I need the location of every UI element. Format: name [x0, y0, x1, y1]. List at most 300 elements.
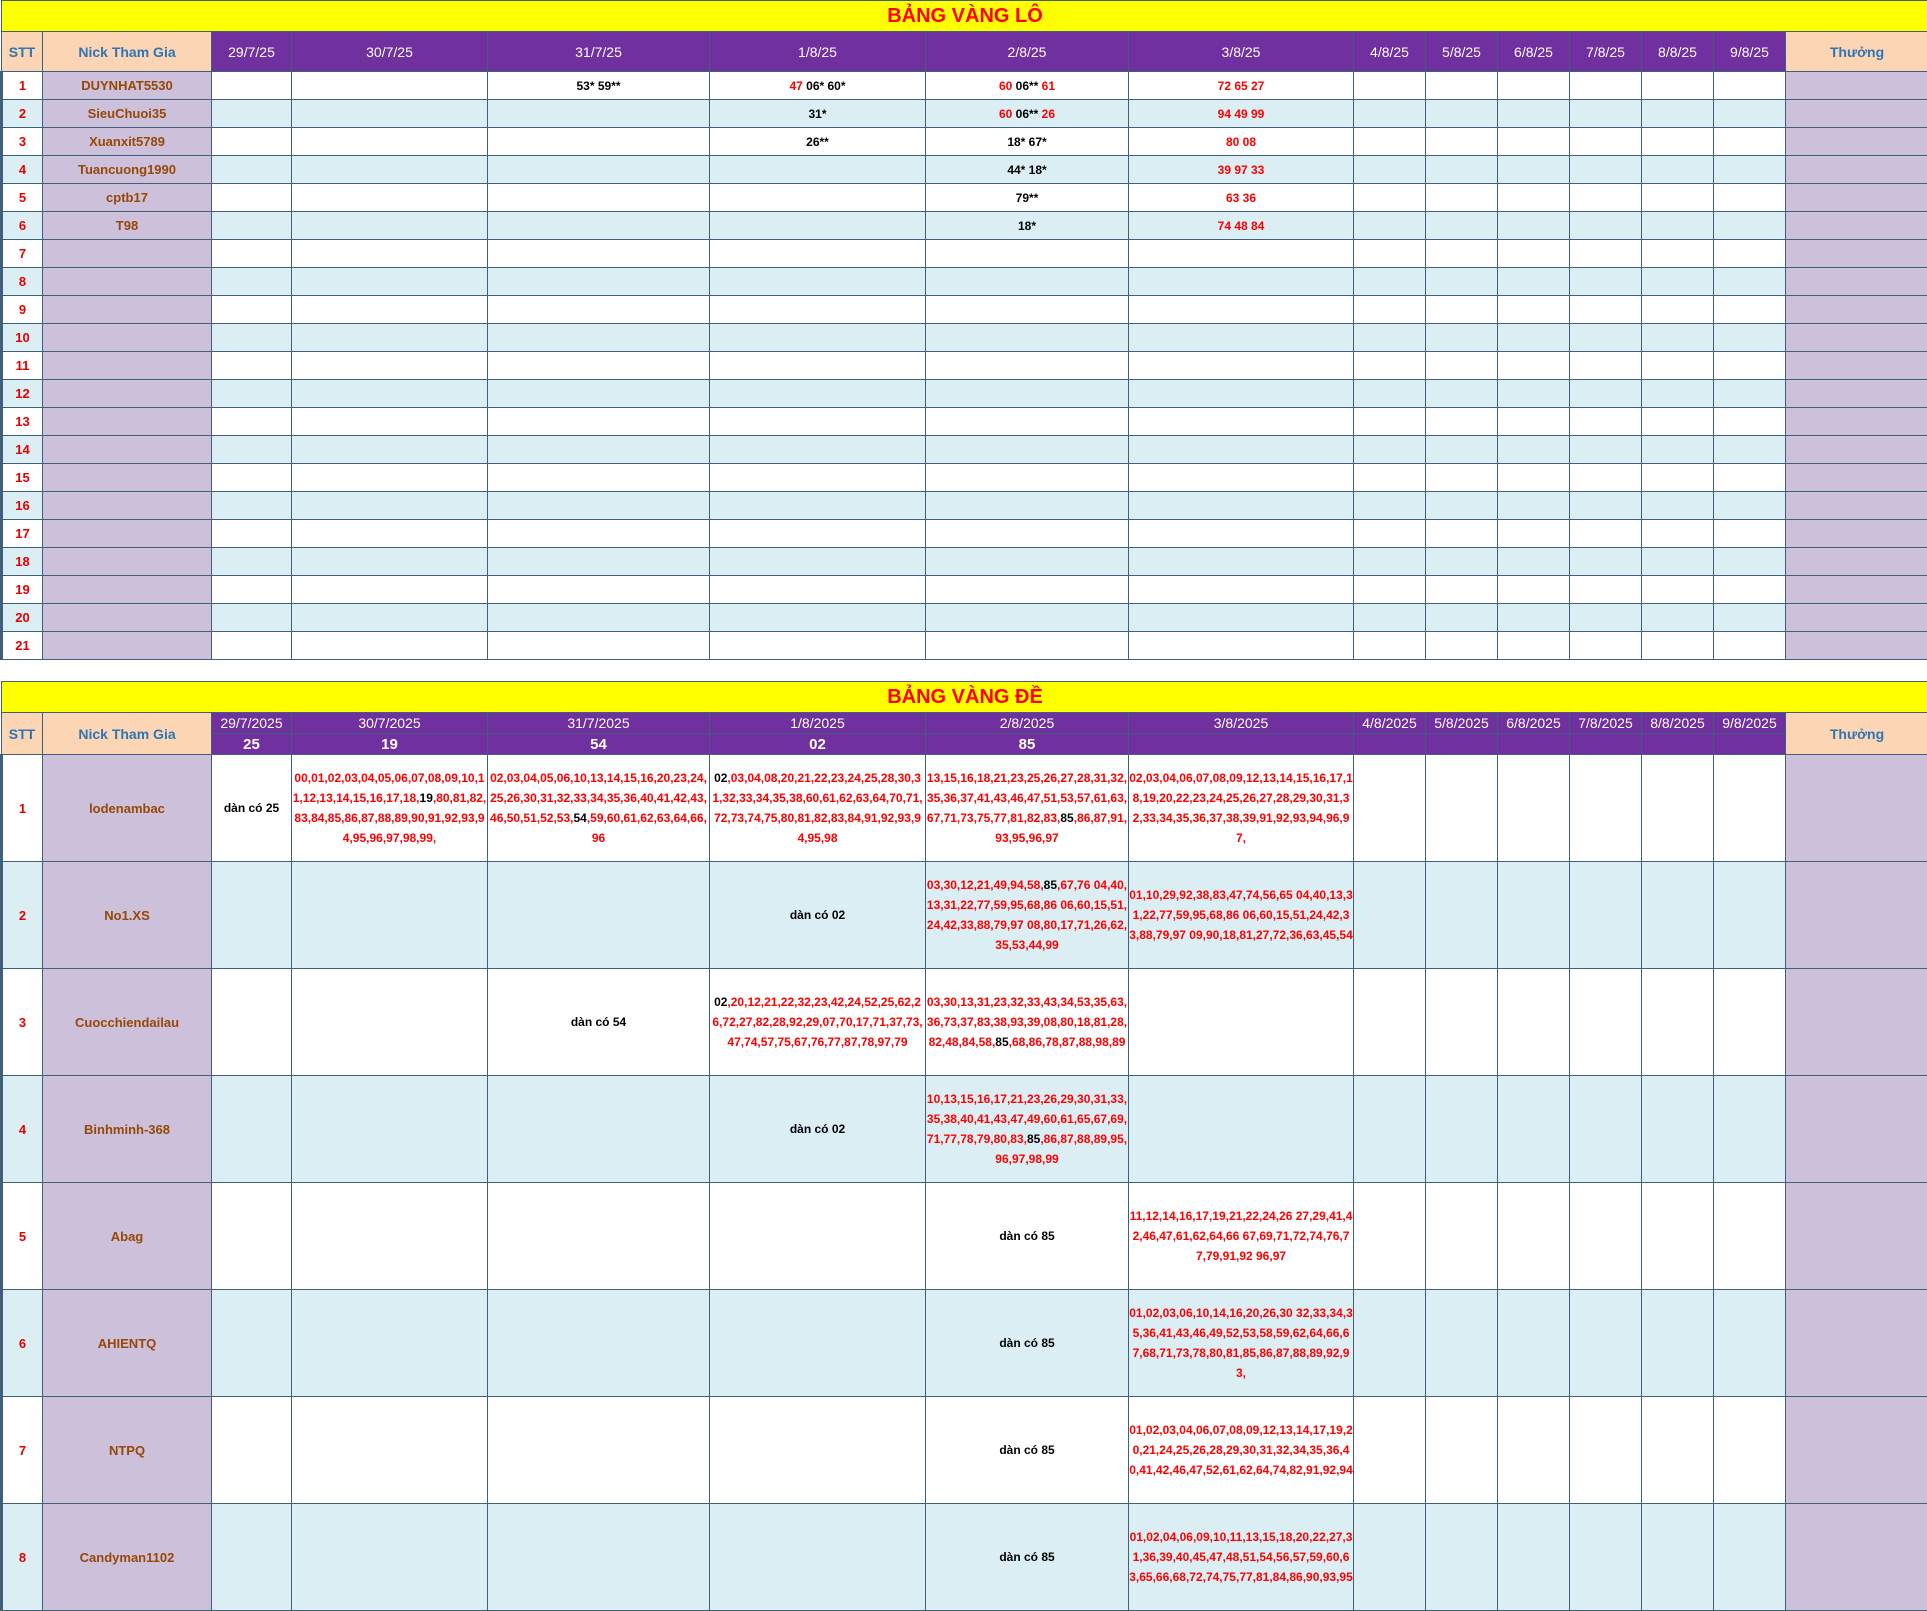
de-row-cell	[1642, 1397, 1714, 1504]
lo-row-cell	[1354, 352, 1426, 380]
lo-row-cell	[292, 604, 488, 632]
lo-row-cell	[292, 268, 488, 296]
lo-row-cell	[1714, 380, 1786, 408]
lo-row-cell	[1129, 268, 1354, 296]
lo-row-cell	[1354, 184, 1426, 212]
lo-date-header: 4/8/25	[1354, 32, 1426, 72]
de-row-stt: 5	[2, 1183, 43, 1290]
lo-row-cell	[1426, 324, 1498, 352]
cell-value-segment: 02	[714, 995, 727, 1009]
lo-row-cell	[1498, 268, 1570, 296]
lo-row-cell	[710, 72, 926, 100]
lo-row-cell	[926, 520, 1129, 548]
lo-row-cell	[1426, 436, 1498, 464]
de-table-row	[2, 862, 1927, 969]
de-row-stt: 1	[2, 755, 43, 862]
lo-table-row	[2, 268, 1927, 296]
de-row-nick: Candyman1102	[43, 1504, 212, 1611]
lo-row-cell	[1426, 240, 1498, 268]
lo-row-cell	[710, 464, 926, 492]
de-row-cell	[926, 969, 1129, 1076]
lo-row-cell	[488, 520, 710, 548]
de-row-cell	[1714, 1076, 1786, 1183]
lo-row-cell	[1642, 128, 1714, 156]
lo-row-cell	[1570, 212, 1642, 240]
lo-table-row	[2, 604, 1927, 632]
lo-row-cell	[212, 296, 292, 324]
lo-row-cell	[212, 240, 292, 268]
de-row-cell	[1714, 1504, 1786, 1611]
lo-row-stt: 10	[2, 324, 43, 352]
lo-row-nick: DUYNHAT5530	[43, 72, 212, 100]
lo-row-cell	[1498, 296, 1570, 324]
bang-vang-de-table	[0, 681, 1927, 1611]
lo-row-cell	[1426, 212, 1498, 240]
lo-row-cell	[1426, 128, 1498, 156]
lo-row-nick	[43, 408, 212, 436]
lo-row-stt: 11	[2, 352, 43, 380]
lo-row-cell	[292, 576, 488, 604]
lo-row-cell	[1426, 604, 1498, 632]
lo-row-cell	[1498, 436, 1570, 464]
lo-row-cell	[488, 324, 710, 352]
lo-row-cell	[1714, 324, 1786, 352]
de-row-cell	[212, 1397, 292, 1504]
de-row-cell	[1498, 1290, 1570, 1397]
lo-row-cell	[710, 240, 926, 268]
de-row-cell	[1426, 1397, 1498, 1504]
lo-row-cell	[1129, 408, 1354, 436]
de-row-cell	[710, 1504, 926, 1611]
cell-value-segment: ,67,76 04,40,13,31,22,77,59,95,68,86 06,60,15,51,24,42,33,88,79,97 08,80,17,71,26,62,35,53,44,99	[927, 878, 1127, 952]
lo-row-cell	[1354, 268, 1426, 296]
cell-value-segment: dàn có 54	[571, 1015, 626, 1029]
cell-value-segment: 11,12,14,16,17,19,21,22,24,26 27,29,41,42,46,47,61,62,64,66 67,69,71,72,74,76,77,79,91,92 96,97	[1130, 1209, 1353, 1263]
lo-row-cell	[488, 212, 710, 240]
lo-row-cell	[292, 548, 488, 576]
de-date-header: 29/7/2025	[212, 713, 292, 734]
lo-row-cell	[926, 100, 1129, 128]
lo-row-cell	[1642, 436, 1714, 464]
lo-row-thuong	[1786, 520, 1927, 548]
lo-row-nick	[43, 576, 212, 604]
lo-row-cell	[1570, 408, 1642, 436]
lo-row-cell	[710, 128, 926, 156]
lo-row-cell	[1129, 548, 1354, 576]
lo-row-nick	[43, 352, 212, 380]
lo-row-cell	[1498, 492, 1570, 520]
lo-row-cell	[1642, 72, 1714, 100]
de-row-cell	[488, 862, 710, 969]
cell-value-segment: ,80,81,82,83,84,85,86,87,88,89,90,91,92,93,94,95,96,97,98,99,	[294, 791, 486, 845]
lo-row-cell	[488, 604, 710, 632]
lo-row-cell	[1642, 212, 1714, 240]
lo-row-cell	[1426, 408, 1498, 436]
de-row-thuong	[1786, 969, 1927, 1076]
de-row-cell	[1129, 1290, 1354, 1397]
de-row-cell	[212, 1076, 292, 1183]
lo-row-cell	[1426, 296, 1498, 324]
lo-table-row	[2, 632, 1927, 660]
lo-row-cell	[1354, 156, 1426, 184]
lo-row-cell	[212, 408, 292, 436]
lo-row-cell	[1129, 184, 1354, 212]
lo-row-cell	[710, 296, 926, 324]
lo-row-nick	[43, 380, 212, 408]
cell-value-segment: 06* 60*	[806, 79, 845, 93]
lo-row-nick	[43, 324, 212, 352]
de-row-cell	[926, 755, 1129, 862]
de-result-number	[1570, 734, 1642, 755]
de-row-cell	[1354, 1504, 1426, 1611]
lo-row-cell	[212, 184, 292, 212]
de-row-cell	[1129, 1183, 1354, 1290]
lo-row-thuong	[1786, 324, 1927, 352]
lo-row-cell	[1129, 296, 1354, 324]
lo-row-cell	[1642, 184, 1714, 212]
de-row-cell	[488, 755, 710, 862]
lo-row-stt: 6	[2, 212, 43, 240]
de-row-cell	[212, 1504, 292, 1611]
de-result-number	[1354, 734, 1426, 755]
lo-row-nick	[43, 548, 212, 576]
lo-row-cell	[212, 604, 292, 632]
lo-row-cell	[1714, 240, 1786, 268]
de-row-stt: 7	[2, 1397, 43, 1504]
cell-value-segment: 00,01,02,03,04,05,06,07,08,09,10,11,12,13,14,15,16,17,18,	[293, 771, 485, 805]
lo-row-cell	[1714, 548, 1786, 576]
de-row-cell	[1570, 1504, 1642, 1611]
lo-row-cell	[1570, 128, 1642, 156]
lo-row-cell	[1426, 352, 1498, 380]
de-row-cell	[212, 1290, 292, 1397]
lo-row-cell	[1129, 632, 1354, 660]
lo-row-cell	[926, 604, 1129, 632]
de-row-cell	[1714, 1183, 1786, 1290]
lo-row-cell	[212, 492, 292, 520]
lo-row-cell	[1642, 632, 1714, 660]
lo-row-cell	[488, 72, 710, 100]
de-row-cell	[212, 969, 292, 1076]
lo-row-cell	[1570, 240, 1642, 268]
lo-row-cell	[1642, 576, 1714, 604]
cell-value-segment: ,86,87,91,93,95,96,97	[995, 811, 1127, 845]
de-row-cell	[1129, 862, 1354, 969]
lo-row-cell	[1714, 436, 1786, 464]
lo-date-header: 8/8/25	[1642, 32, 1714, 72]
lo-row-cell	[1129, 72, 1354, 100]
de-date-header: 4/8/2025	[1354, 713, 1426, 734]
lo-row-cell	[1570, 268, 1642, 296]
lo-row-cell	[710, 212, 926, 240]
lo-row-nick	[43, 296, 212, 324]
lo-row-stt: 7	[2, 240, 43, 268]
cell-value-segment: 60	[999, 107, 1016, 121]
de-row-cell	[488, 969, 710, 1076]
cell-value-segment: 54	[573, 811, 586, 825]
lo-row-cell	[1570, 380, 1642, 408]
de-row-cell	[1426, 1183, 1498, 1290]
lo-row-stt: 1	[2, 72, 43, 100]
lo-row-cell	[1129, 576, 1354, 604]
lo-row-thuong	[1786, 604, 1927, 632]
cell-value-segment: 26**	[806, 135, 829, 149]
de-row-cell	[1642, 755, 1714, 862]
lo-row-cell	[1498, 212, 1570, 240]
lo-row-cell	[488, 128, 710, 156]
lo-row-stt: 14	[2, 436, 43, 464]
lo-row-thuong	[1786, 436, 1927, 464]
lo-row-cell	[212, 268, 292, 296]
de-row-cell	[710, 1076, 926, 1183]
lo-row-nick: Tuancuong1990	[43, 156, 212, 184]
lo-row-cell	[1642, 464, 1714, 492]
lo-row-cell	[710, 492, 926, 520]
lo-row-cell	[1714, 576, 1786, 604]
lo-row-cell	[488, 492, 710, 520]
lo-row-cell	[292, 520, 488, 548]
lo-row-cell	[710, 324, 926, 352]
de-row-cell	[292, 1183, 488, 1290]
de-row-cell	[1426, 1504, 1498, 1611]
de-row-cell	[292, 1504, 488, 1611]
cell-value-segment: 63 36	[1226, 191, 1256, 205]
lo-row-cell	[1129, 604, 1354, 632]
de-row-cell	[1642, 1183, 1714, 1290]
de-row-thuong	[1786, 1183, 1927, 1290]
de-table-row	[2, 1183, 1927, 1290]
de-row-cell	[1498, 755, 1570, 862]
lo-row-cell	[488, 548, 710, 576]
lo-table-row	[2, 548, 1927, 576]
lo-row-cell	[1570, 548, 1642, 576]
lo-row-cell	[488, 240, 710, 268]
lo-row-nick	[43, 604, 212, 632]
cell-value-segment: dàn có 85	[999, 1229, 1054, 1243]
de-row-cell	[292, 755, 488, 862]
lo-row-cell	[710, 352, 926, 380]
de-date-header: 5/8/2025	[1426, 713, 1498, 734]
lo-row-stt: 4	[2, 156, 43, 184]
lo-row-cell	[1354, 380, 1426, 408]
lo-row-cell	[1354, 408, 1426, 436]
cell-value-segment: 02	[714, 771, 727, 785]
lo-row-cell	[1498, 324, 1570, 352]
de-row-cell	[1570, 969, 1642, 1076]
lo-row-cell	[926, 548, 1129, 576]
lo-row-cell	[292, 408, 488, 436]
de-row-cell	[1642, 969, 1714, 1076]
lo-row-cell	[292, 212, 488, 240]
lo-thuong-header: Thưởng	[1786, 32, 1927, 72]
lo-table-row	[2, 408, 1927, 436]
de-date-header: 31/7/2025	[488, 713, 710, 734]
lo-row-stt: 5	[2, 184, 43, 212]
lo-row-nick: T98	[43, 212, 212, 240]
lo-row-cell	[292, 380, 488, 408]
lo-row-cell	[1570, 492, 1642, 520]
de-row-cell	[1129, 755, 1354, 862]
de-row-cell	[710, 969, 926, 1076]
de-row-cell	[1642, 1504, 1714, 1611]
de-row-cell	[926, 862, 1129, 969]
lo-row-cell	[710, 408, 926, 436]
lo-row-thuong	[1786, 212, 1927, 240]
lo-row-cell	[710, 380, 926, 408]
lo-row-cell	[1498, 408, 1570, 436]
de-row-cell	[292, 969, 488, 1076]
lo-row-cell	[1570, 184, 1642, 212]
cell-value-segment: 19	[420, 791, 433, 805]
de-row-thuong	[1786, 862, 1927, 969]
lo-row-cell	[1714, 464, 1786, 492]
lo-row-cell	[488, 436, 710, 464]
lo-row-thuong	[1786, 156, 1927, 184]
lo-row-cell	[926, 352, 1129, 380]
de-title: BẢNG VÀNG ĐỀ	[2, 682, 1927, 713]
lo-row-cell	[212, 576, 292, 604]
cell-value-segment: 85	[1044, 878, 1057, 892]
lo-row-cell	[1129, 520, 1354, 548]
de-row-cell	[1129, 1504, 1354, 1611]
lo-row-cell	[1498, 464, 1570, 492]
de-row-cell	[1129, 1397, 1354, 1504]
lo-row-cell	[292, 436, 488, 464]
de-nick-header: Nick Tham Gia	[43, 713, 212, 755]
de-row-thuong	[1786, 1504, 1927, 1611]
lo-table-row	[2, 212, 1927, 240]
cell-value-segment: 18*	[1018, 219, 1036, 233]
lo-row-cell	[1714, 408, 1786, 436]
de-date-header: 9/8/2025	[1714, 713, 1786, 734]
lo-row-cell	[1498, 576, 1570, 604]
de-row-cell	[1498, 1504, 1570, 1611]
lo-row-cell	[926, 296, 1129, 324]
lo-row-cell	[1426, 184, 1498, 212]
lo-row-cell	[1426, 576, 1498, 604]
lo-row-cell	[488, 380, 710, 408]
de-result-number: 19	[292, 734, 488, 755]
lo-row-nick	[43, 268, 212, 296]
lo-row-cell	[1498, 632, 1570, 660]
lo-row-stt: 13	[2, 408, 43, 436]
de-row-cell	[1354, 1076, 1426, 1183]
lo-row-cell	[1129, 156, 1354, 184]
cell-value-segment: dàn có 85	[999, 1550, 1054, 1564]
de-row-stt: 6	[2, 1290, 43, 1397]
lo-row-cell	[212, 464, 292, 492]
lo-row-cell	[292, 296, 488, 324]
lo-row-cell	[710, 184, 926, 212]
cell-value-segment: 10,13,15,16,17,21,23,26,29,30,31,33,35,38,40,41,43,47,49,60,61,65,67,69,71,77,78,79,80,83,	[927, 1092, 1127, 1146]
de-row-thuong	[1786, 755, 1927, 862]
lo-row-cell	[1714, 604, 1786, 632]
lo-row-cell	[1570, 156, 1642, 184]
lo-row-thuong	[1786, 128, 1927, 156]
lo-table-row	[2, 296, 1927, 324]
lo-row-cell	[212, 128, 292, 156]
lo-row-cell	[1354, 296, 1426, 324]
cell-value-segment: 06**	[1016, 107, 1042, 121]
lo-row-cell	[1129, 240, 1354, 268]
lo-row-cell	[1498, 520, 1570, 548]
lo-row-cell	[926, 492, 1129, 520]
lo-table-row	[2, 352, 1927, 380]
cell-value-segment: 02,03,04,06,07,08,09,12,13,14,15,16,17,18,19,20,22,23,24,25,26,27,28,29,30,31,32,33,34,35,36,37,38,39,91,92,93,94,96,97,	[1129, 771, 1353, 845]
de-row-nick: No1.XS	[43, 862, 212, 969]
cell-value-segment: 03,30,12,21,49,94,58,	[927, 878, 1044, 892]
lo-row-cell	[1714, 156, 1786, 184]
de-row-cell	[1714, 969, 1786, 1076]
cell-value-segment: 79**	[1016, 191, 1039, 205]
lo-row-cell	[1714, 268, 1786, 296]
de-row-cell	[1714, 1290, 1786, 1397]
de-row-cell	[1498, 1076, 1570, 1183]
lo-row-cell	[1354, 72, 1426, 100]
lo-row-cell	[212, 548, 292, 576]
lo-row-cell	[1129, 436, 1354, 464]
lo-row-stt: 3	[2, 128, 43, 156]
lo-date-header: 29/7/25	[212, 32, 292, 72]
lo-row-thuong	[1786, 576, 1927, 604]
lo-row-nick: SieuChuoi35	[43, 100, 212, 128]
lo-row-cell	[1642, 240, 1714, 268]
lo-row-cell	[1570, 520, 1642, 548]
lo-row-cell	[292, 240, 488, 268]
lo-table-row	[2, 324, 1927, 352]
de-row-cell	[1354, 1397, 1426, 1504]
de-row-stt: 2	[2, 862, 43, 969]
cell-value-segment: 01,02,03,04,06,07,08,09,12,13,14,17,19,20,21,24,25,26,28,29,30,31,32,34,35,36,40,41,42,46,47,52,61,62,64,74,82,91,92,94	[1129, 1423, 1353, 1477]
lo-row-stt: 18	[2, 548, 43, 576]
lo-row-thuong	[1786, 184, 1927, 212]
lo-row-cell	[1354, 464, 1426, 492]
lo-row-cell	[1498, 100, 1570, 128]
de-row-cell	[292, 1290, 488, 1397]
lo-row-thuong	[1786, 492, 1927, 520]
de-stt-header: STT	[2, 713, 43, 755]
lo-row-cell	[1354, 212, 1426, 240]
lo-row-cell	[926, 324, 1129, 352]
de-date-header: 3/8/2025	[1129, 713, 1354, 734]
lo-row-cell	[1498, 128, 1570, 156]
lo-row-cell	[1426, 520, 1498, 548]
lo-row-cell	[1642, 156, 1714, 184]
lo-row-thuong	[1786, 240, 1927, 268]
lo-row-cell	[926, 576, 1129, 604]
de-row-nick: lodenambac	[43, 755, 212, 862]
lo-row-cell	[1129, 352, 1354, 380]
lo-row-thuong	[1786, 548, 1927, 576]
de-row-cell	[1570, 1076, 1642, 1183]
lo-row-cell	[710, 632, 926, 660]
de-row-cell	[1354, 862, 1426, 969]
cell-value-segment: dàn có 85	[999, 1443, 1054, 1457]
lo-row-cell	[1498, 380, 1570, 408]
lo-row-cell	[212, 100, 292, 128]
lo-row-cell	[1354, 604, 1426, 632]
lo-row-cell	[1642, 492, 1714, 520]
lo-table-row	[2, 464, 1927, 492]
lo-table-row	[2, 72, 1927, 100]
lo-row-cell	[710, 604, 926, 632]
lo-row-stt: 19	[2, 576, 43, 604]
lo-row-cell	[926, 240, 1129, 268]
de-row-cell	[926, 1076, 1129, 1183]
de-row-cell	[1570, 755, 1642, 862]
de-row-nick: NTPQ	[43, 1397, 212, 1504]
de-row-stt: 4	[2, 1076, 43, 1183]
